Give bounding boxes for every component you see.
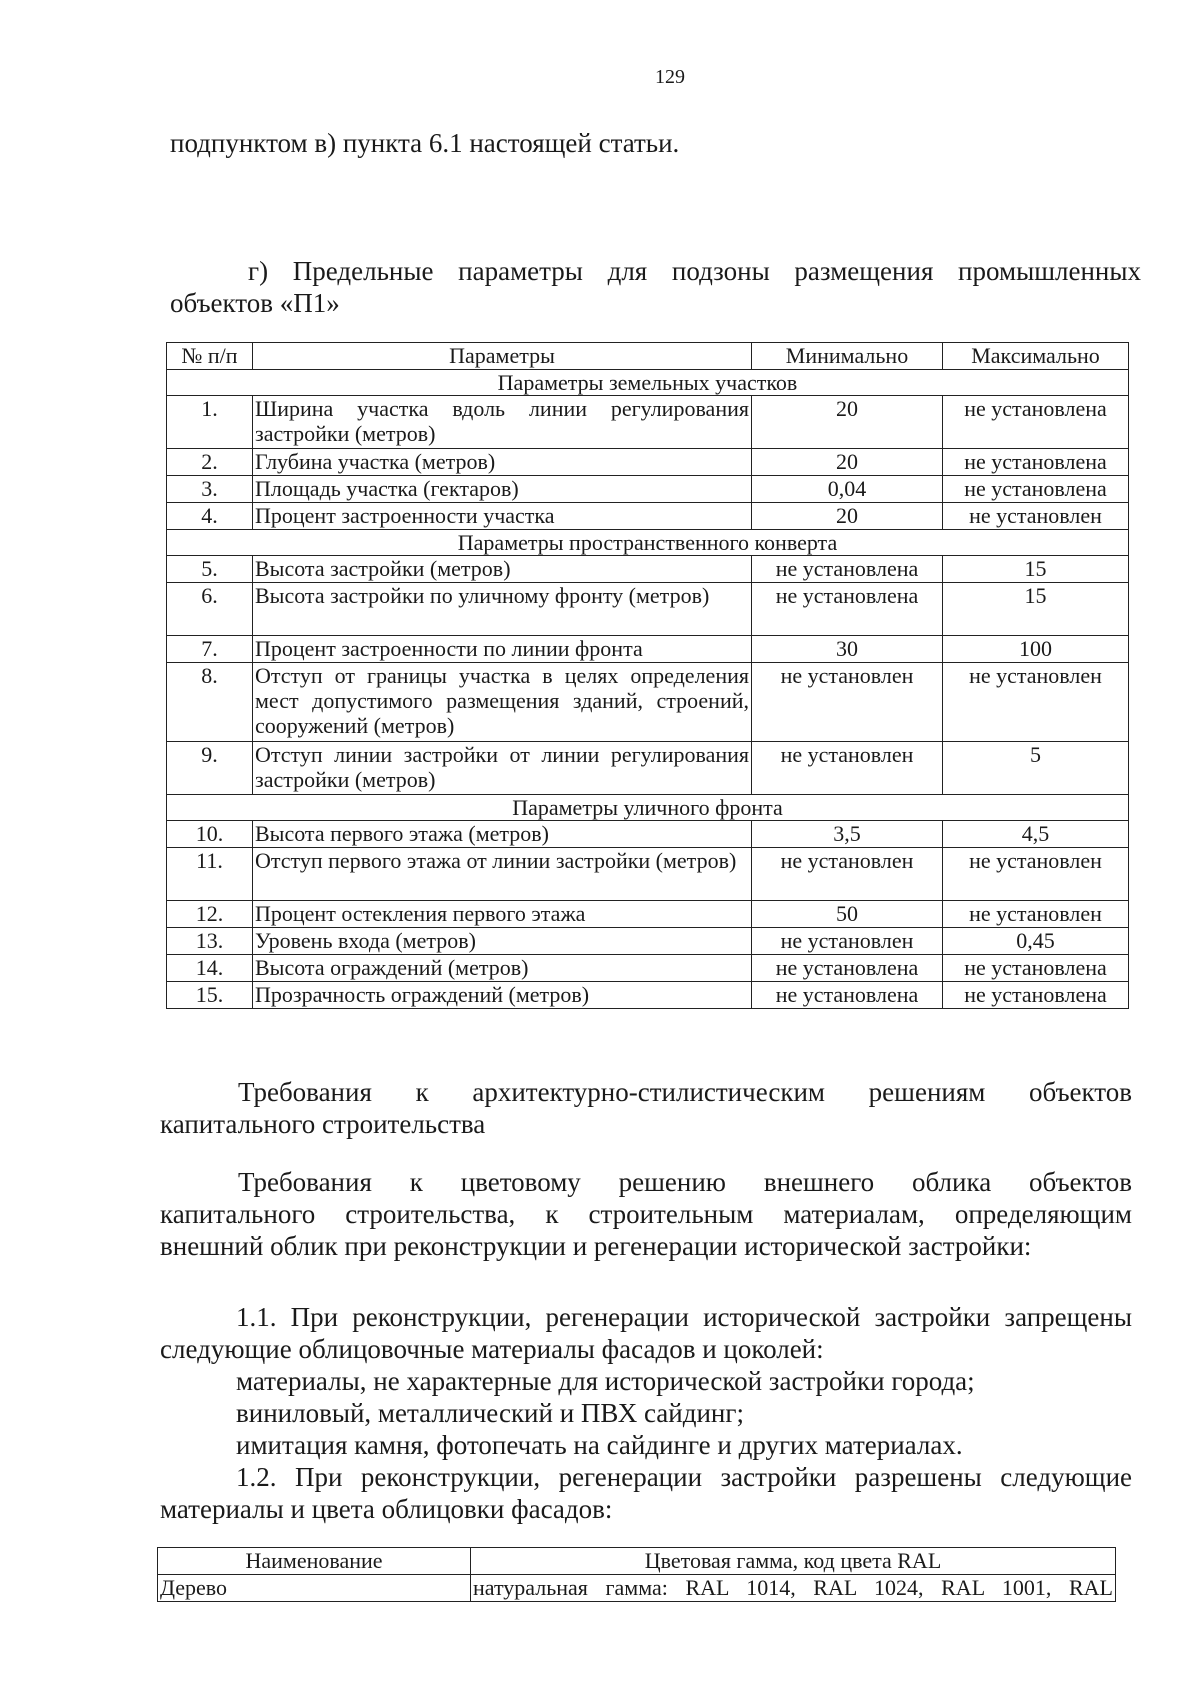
row-num: 6.	[167, 583, 253, 636]
table-row	[167, 848, 1129, 901]
page-number: 129	[655, 66, 685, 88]
bullet-item: материалы, не характерные для исторической застройки города;	[236, 1366, 975, 1396]
section-row	[167, 530, 1129, 556]
item-1-1-line2: следующие облицовочные материалы фасадов и цоколей:	[160, 1334, 824, 1364]
row-min: не установлена	[752, 982, 943, 1009]
row-num: 12.	[167, 901, 253, 928]
row-param: Высота застройки (метров)	[253, 556, 752, 583]
row-param: Отступ линии застройки от линии регулирования застройки (метров)	[253, 742, 752, 795]
req-color-line2: капитального строительства, к строительным материалам, определяющим	[160, 1199, 1132, 1229]
item-1-2-line2: материалы и цвета облицовки фасадов:	[160, 1494, 613, 1524]
row-max: 15	[943, 583, 1129, 636]
row-param: Процент остекления первого этажа	[253, 901, 752, 928]
row-min: не установлен	[752, 663, 943, 742]
col-header-min: Минимально	[752, 343, 943, 370]
row-min: не установлена	[752, 556, 943, 583]
row-param: Высота ограждений (метров)	[253, 955, 752, 982]
req-color-line3: внешний облик при реконструкции и регенерации исторической застройки:	[160, 1231, 1032, 1261]
row-num: 11.	[167, 848, 253, 901]
section-title: Параметры земельных участков	[167, 370, 1129, 396]
table-row	[167, 503, 1129, 530]
table-row	[167, 742, 1129, 795]
req-color-line1: Требования к цветовому решению внешнего облика объектов	[238, 1167, 1132, 1197]
row-min: 20	[752, 449, 943, 476]
row-max: 5	[943, 742, 1129, 795]
row-max: 100	[943, 636, 1129, 663]
material-colors: натуральная гамма: RAL 1014, RAL 1024, RAL 1001, RAL	[471, 1575, 1116, 1602]
col-header-name: Наименование	[158, 1548, 471, 1575]
row-min: не установлена	[752, 583, 943, 636]
row-min: не установлен	[752, 742, 943, 795]
row-num: 2.	[167, 449, 253, 476]
row-param: Высота застройки по уличному фронту (метров)	[253, 583, 752, 636]
row-param: Процент застроенности по линии фронта	[253, 636, 752, 663]
row-param: Ширина участка вдоль линии регулирования застройки (метров)	[253, 396, 752, 449]
material-name: Дерево	[158, 1575, 471, 1602]
intro-line: подпунктом в) пункта 6.1 настоящей статьи.	[170, 128, 680, 158]
bullet-item: виниловый, металлический и ПВХ сайдинг;	[236, 1398, 744, 1428]
row-max: 4,5	[943, 821, 1129, 848]
req-arch-line1: Требования к архитектурно-стилистическим решениям объектов	[238, 1077, 1132, 1107]
row-max: не установлен	[943, 663, 1129, 742]
row-param: Глубина участка (метров)	[253, 449, 752, 476]
params-table	[166, 342, 1129, 1009]
item-1-2-line1: 1.2. При реконструкции, регенерации застройки разрешены следующие	[236, 1462, 1132, 1492]
col-header-param: Параметры	[253, 343, 752, 370]
row-param: Отступ от границы участка в целях определения мест допустимого размещения зданий, строений, сооружений (метров)	[253, 663, 752, 742]
row-min: 30	[752, 636, 943, 663]
materials-header-row	[158, 1548, 1116, 1575]
row-min: не установлена	[752, 955, 943, 982]
row-min: 3,5	[752, 821, 943, 848]
section-row	[167, 795, 1129, 821]
col-header-max: Максимально	[943, 343, 1129, 370]
table-row	[167, 955, 1129, 982]
table-row	[167, 928, 1129, 955]
table-row	[167, 449, 1129, 476]
row-min: не установлен	[752, 928, 943, 955]
table-row	[167, 982, 1129, 1009]
row-max: не установлена	[943, 449, 1129, 476]
row-max: не установлена	[943, 476, 1129, 503]
row-param: Отступ первого этажа от линии застройки (метров)	[253, 848, 752, 901]
row-num: 5.	[167, 556, 253, 583]
row-num: 13.	[167, 928, 253, 955]
params-header-row	[167, 343, 1129, 370]
materials-table	[157, 1547, 1116, 1602]
row-num: 7.	[167, 636, 253, 663]
heading-g-line1: г) Предельные параметры для подзоны размещения промышленных	[248, 256, 1141, 286]
row-max: не установлен	[943, 848, 1129, 901]
row-max: не установлена	[943, 396, 1129, 449]
row-param: Прозрачность ограждений (метров)	[253, 982, 752, 1009]
table-row	[158, 1575, 1116, 1602]
row-max: не установлена	[943, 982, 1129, 1009]
row-max: 0,45	[943, 928, 1129, 955]
row-num: 15.	[167, 982, 253, 1009]
row-num: 14.	[167, 955, 253, 982]
row-min: 20	[752, 503, 943, 530]
row-min: не установлен	[752, 848, 943, 901]
row-num: 9.	[167, 742, 253, 795]
table-row	[167, 476, 1129, 503]
row-max: не установлен	[943, 901, 1129, 928]
section-title: Параметры пространственного конверта	[167, 530, 1129, 556]
table-row	[167, 821, 1129, 848]
row-max: не установлена	[943, 955, 1129, 982]
heading-g-line2: объектов «П1»	[170, 288, 340, 318]
row-max: не установлен	[943, 503, 1129, 530]
table-row	[167, 901, 1129, 928]
row-num: 1.	[167, 396, 253, 449]
section-row	[167, 370, 1129, 396]
row-param: Процент застроенности участка	[253, 503, 752, 530]
col-header-num: № п/п	[167, 343, 253, 370]
table-row	[167, 636, 1129, 663]
table-row	[167, 663, 1129, 742]
row-min: 0,04	[752, 476, 943, 503]
row-num: 4.	[167, 503, 253, 530]
table-row	[167, 396, 1129, 449]
table-row	[167, 583, 1129, 636]
row-num: 8.	[167, 663, 253, 742]
col-header-colors: Цветовая гамма, код цвета RAL	[471, 1548, 1116, 1575]
req-arch-line2: капитального строительства	[160, 1109, 486, 1139]
row-param: Уровень входа (метров)	[253, 928, 752, 955]
row-param: Площадь участка (гектаров)	[253, 476, 752, 503]
row-min: 50	[752, 901, 943, 928]
row-min: 20	[752, 396, 943, 449]
bullet-item: имитация камня, фотопечать на сайдинге и других материалах.	[236, 1430, 963, 1460]
section-title: Параметры уличного фронта	[167, 795, 1129, 821]
table-row	[167, 556, 1129, 583]
item-1-1-line1: 1.1. При реконструкции, регенерации исторической застройки запрещены	[236, 1302, 1132, 1332]
row-max: 15	[943, 556, 1129, 583]
row-num: 10.	[167, 821, 253, 848]
row-num: 3.	[167, 476, 253, 503]
row-param: Высота первого этажа (метров)	[253, 821, 752, 848]
